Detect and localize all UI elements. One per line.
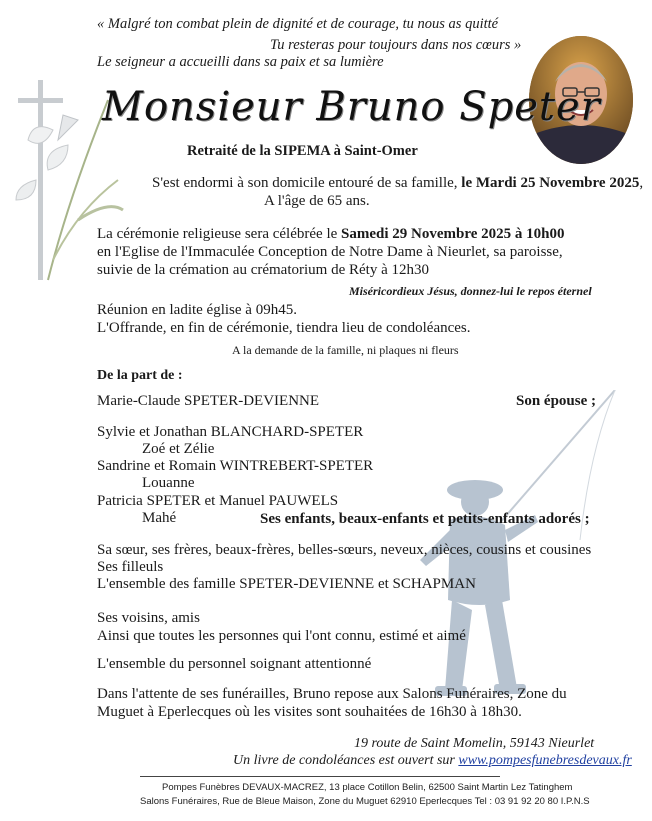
child-line-5: Patricia SPETER et Manuel PAUWELS	[97, 493, 339, 509]
family-header: De la part de :	[97, 368, 183, 383]
rest-line-2: Muguet à Eperlecques où les visites sont souhaitées de 16h30 à 18h30.	[97, 704, 522, 720]
ceremony-line-1: La cérémonie religieuse sera célébrée le Samedi 29 Novembre 2025 à 10h00	[97, 226, 565, 242]
condolence-book-line: Un livre de condoléances est ouvert sur www.pompesfunebresdevaux.fr	[233, 753, 632, 768]
condolence-website-link[interactable]: www.pompesfunebresdevaux.fr	[458, 753, 632, 768]
death-age: A l'âge de 65 ans.	[264, 193, 370, 209]
child-line-2: Zoé et Zélie	[142, 441, 215, 457]
ceremony-line-3: suivie de la crémation au crématorium de Réty à 12h30	[97, 262, 429, 278]
spouse-name: Marie-Claude SPETER-DEVIENNE	[97, 393, 320, 409]
child-line-4: Louanne	[142, 475, 195, 491]
children-label: Ses enfants, beaux-enfants et petits-enfants adorés ;	[260, 511, 590, 527]
no-flowers-note: A la demande de la famille, ni plaques ni fleurs	[232, 343, 459, 357]
footer-line-1: Pompes Funèbres DEVAUX-MACREZ, 13 place Cotillon Belin, 62500 Saint Martin Lez Tatinghem	[162, 782, 573, 793]
staff-line: L'ensemble du personnel soignant attentionné	[97, 656, 372, 672]
child-line-6: Mahé	[142, 510, 177, 526]
quote-line-3: Le seigneur a accueilli dans sa paix et sa lumière	[97, 54, 384, 70]
death-line-1: S'est endormi à son domicile entouré de sa famille, le Mardi 25 Novembre 2025,	[152, 175, 644, 191]
quote-line-2: Tu resteras pour toujours dans nos cœurs »	[270, 37, 522, 53]
prayer: Miséricordieux Jésus, donnez-lui le repos éternel	[349, 284, 592, 298]
rest-line-1: Dans l'attente de ses funérailles, Bruno repose aux Salons Funéraires, Zone du	[97, 686, 567, 702]
deceased-name: Monsieur Bruno Speter	[102, 84, 601, 130]
death-date: le Mardi 25 Novembre 2025	[461, 175, 640, 191]
child-line-1: Sylvie et Jonathan BLANCHARD-SPETER	[97, 424, 364, 440]
footer-line-2: Salons Funéraires, Rue de Bleue Maison, Zone du Muguet 62910 Eperlecques Tel : 03 91 92 20 80 I.P.N.S	[140, 796, 590, 807]
ceremony-line-2: en l'Eglise de l'Immaculée Conception de Notre Dame à Nieurlet, sa paroisse,	[97, 244, 563, 260]
ceremony-date: Samedi 29 Novembre 2025 à 10h00	[341, 226, 565, 242]
child-line-3: Sandrine et Romain WINTREBERT-SPETER	[97, 458, 374, 474]
neighbours-line-1: Ses voisins, amis	[97, 610, 200, 626]
footer-divider	[140, 776, 500, 777]
meeting-line-1: Réunion en ladite église à 09h45.	[97, 302, 297, 318]
quote-line-1: « Malgré ton combat plein de dignité et de courage, tu nous as quitté	[97, 16, 499, 32]
address-line: 19 route de Saint Momelin, 59143 Nieurlet	[354, 736, 595, 751]
others-line-1: Sa sœur, ses frères, beaux-frères, belles-sœurs, neveux, nièces, cousins et cousines	[97, 542, 592, 558]
others-line-2: Ses filleuls	[97, 559, 164, 575]
deceased-subtitle: Retraité de la SIPEMA à Saint-Omer	[187, 143, 418, 159]
others-line-3: L'ensemble des famille SPETER-DEVIENNE et SCHAPMAN	[97, 576, 476, 592]
neighbours-line-2: Ainsi que toutes les personnes qui l'ont connu, estimé et aimé	[97, 628, 466, 644]
spouse-label: Son épouse ;	[516, 393, 597, 409]
meeting-line-2: L'Offrande, en fin de cérémonie, tiendra lieu de condoléances.	[97, 320, 471, 336]
